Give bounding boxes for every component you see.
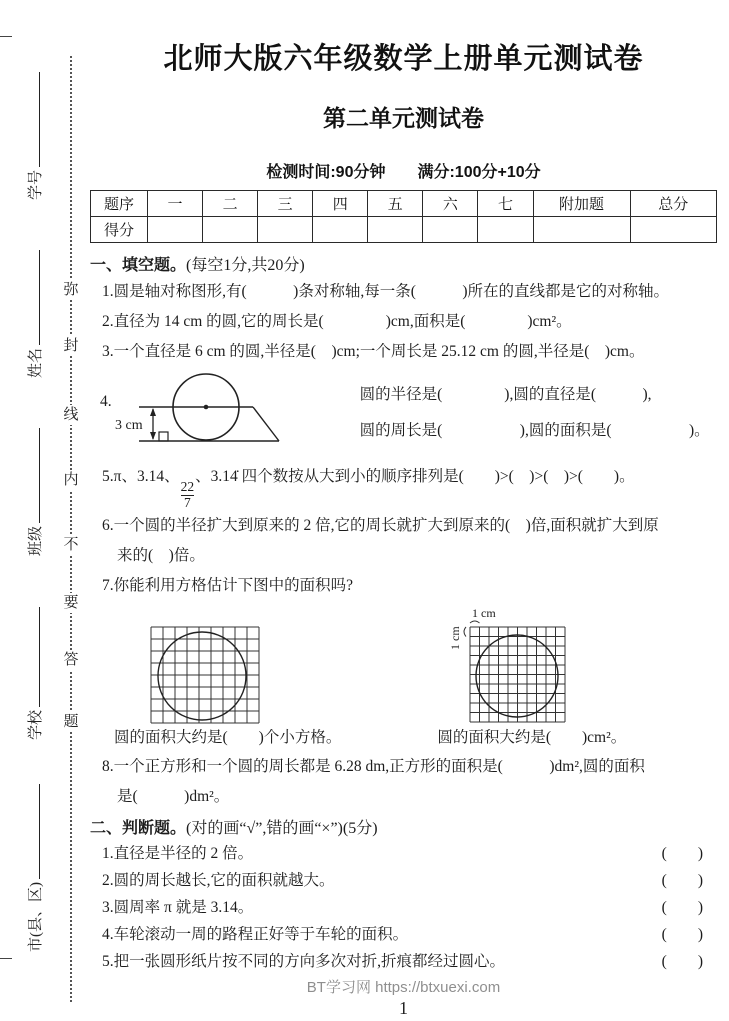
margin-field-city — [24, 784, 45, 952]
page-number: 1 — [399, 997, 408, 1018]
question4-text — [360, 377, 710, 449]
section2-heading — [90, 818, 717, 840]
unit-subtitle: 第二单元测试卷 — [323, 105, 484, 131]
score-table — [90, 190, 717, 243]
margin-field-name — [24, 250, 45, 378]
class-blank — [34, 428, 40, 523]
section2-heading-note: (对的画“√”,错的画“×”)(5分) — [186, 819, 378, 837]
judge-text: 5.把一张圆形纸片按不同的方向多次对折,折痕都经过圆心。 — [102, 952, 506, 970]
score-col-header: 五 — [368, 191, 423, 217]
score-cell — [203, 217, 258, 243]
score-table-header-row — [91, 191, 717, 217]
score-table-score-row — [91, 217, 717, 243]
fill-question-7: 7.你能利用方格估计下图中的面积吗? — [102, 576, 354, 594]
seal-char: 答 — [60, 650, 82, 670]
city-label: 市(县、区) — [28, 882, 44, 952]
score-col-header: 四 — [313, 191, 368, 217]
circle-triangle-figure — [112, 369, 282, 457]
judge-blank: ( ) — [661, 952, 703, 970]
fill-question-8-line1: 8.一个正方形和一个圆的周长都是 6.28 dm,正方形的面积是( )dm²,圆的面积 — [102, 757, 645, 775]
judge-item-1 — [90, 840, 717, 867]
corner-tick-bottom — [0, 958, 12, 959]
seal-dotted-line — [70, 56, 72, 1002]
question4-line2: 圆的周长是( ),圆的面积是( )。 — [359, 422, 710, 439]
judge-item-2 — [90, 867, 717, 894]
score-cell — [533, 217, 630, 243]
paper-title: 北师大版六年级数学上册单元测试卷 — [163, 43, 644, 75]
caption-left: 圆的面积大约是( )个小方格。 — [114, 728, 342, 746]
grid-figures — [150, 605, 717, 724]
score-col-header: 三 — [258, 191, 313, 217]
radius-label: 3 cm — [114, 418, 143, 433]
judge-item-5 — [90, 948, 717, 975]
margin-field-class — [24, 428, 45, 556]
question5-prefix: 5.π、3.14、 — [102, 468, 180, 485]
fill-question-2: 2.直径为 14 cm 的圆,它的周长是( )cm,面积是( )cm²。 — [102, 313, 572, 330]
section1-heading-note: (每空1分,共20分) — [186, 257, 305, 274]
class-label: 班级 — [28, 525, 44, 556]
score-col-header: 一 — [147, 191, 202, 217]
judge-blank: ( ) — [661, 898, 703, 916]
fraction-numerator: 22 — [180, 479, 195, 494]
judge-text: 4.车轮滚动一周的路程正好等于车轮的面积。 — [102, 925, 409, 943]
seal-char: 封 — [60, 336, 82, 356]
section2-heading-title: 二、判断题。 — [90, 819, 187, 837]
name-blank — [34, 250, 40, 345]
seal-char: 题 — [60, 712, 82, 732]
grid-circle-figure-left — [150, 626, 260, 724]
judge-item-4 — [90, 921, 717, 948]
judge-item-3 — [90, 894, 717, 921]
score-cell — [478, 217, 533, 243]
fill-question-6-line1: 6.一个圆的半径扩大到原来的 2 倍,它的周长就扩大到原来的( )倍,面积就扩大到原 — [102, 516, 659, 534]
score-cell — [368, 217, 423, 243]
score-col-header: 二 — [203, 191, 258, 217]
score-col-header: 总分 — [630, 191, 716, 217]
caption-right: 圆的面积大约是( )cm²。 — [437, 728, 627, 746]
student-id-label: 学号 — [28, 169, 44, 200]
judge-blank: ( ) — [661, 844, 703, 862]
score-cell — [258, 217, 313, 243]
margin-field-student-id — [24, 72, 45, 200]
judge-text: 1.直径是半径的 2 倍。 — [102, 844, 254, 862]
judge-text: 3.圆周率 π 就是 3.14。 — [102, 898, 254, 916]
score-col-header: 题序 — [91, 191, 148, 217]
score-cell — [313, 217, 368, 243]
score-col-header: 六 — [423, 191, 478, 217]
judge-blank: ( ) — [661, 925, 703, 943]
judge-text: 2.圆的周长越长,它的面积就越大。 — [102, 871, 335, 889]
fill-question-5 — [90, 457, 717, 511]
question4-line1: 圆的半径是( ),圆的直径是( ), — [359, 386, 652, 403]
grid-circle-figure-right — [448, 605, 566, 724]
score-cell — [423, 217, 478, 243]
unit-label-side: 1 cm — [448, 626, 462, 650]
watermark: BT学习网 https://btxuexi.com — [306, 978, 501, 996]
seal-char: 不 — [60, 535, 82, 555]
unit-label-top: 1 cm — [472, 605, 496, 620]
score-col-header: 附加题 — [533, 191, 630, 217]
fill-question-4 — [90, 369, 717, 457]
section1-heading-title: 一、填空题。 — [90, 257, 187, 274]
score-col-header: 七 — [478, 191, 533, 217]
fill-question-6-line2: 来的( )倍。 — [117, 546, 205, 564]
school-label: 学校 — [28, 709, 44, 740]
section1-heading — [90, 255, 717, 277]
seal-char: 弥 — [60, 280, 82, 300]
name-label: 姓名 — [28, 347, 44, 378]
score-cell — [147, 217, 202, 243]
main-content — [90, 42, 717, 1019]
fill-question-8-line2: 是( )dm²。 — [117, 787, 230, 805]
grid-captions — [90, 724, 717, 752]
corner-tick-top — [0, 36, 12, 37]
student-id-blank — [34, 72, 40, 167]
exam-info: 检测时间:90分钟 满分:100分+10分 — [266, 164, 541, 181]
fill-question-1: 1.圆是轴对称图形,有( )条对称轴,每一条( )所在的直线都是它的对称轴。 — [102, 283, 670, 300]
seal-char: 要 — [60, 593, 82, 613]
score-cell — [630, 217, 716, 243]
score-row-label: 得分 — [91, 217, 148, 243]
question5-suffix: 、3.14̇ 四个数按从大到小的顺序排列是( )>( )>( )>( )。 — [195, 468, 635, 485]
fill-question-3: 3.一个直径是 6 cm 的圆,半径是( )cm;一个周长是 25.12 cm 的圆,半径是( )cm。 — [102, 343, 645, 360]
city-blank — [34, 784, 40, 879]
fraction-22-7 — [181, 480, 195, 511]
seal-char: 线 — [60, 405, 82, 425]
question4-number: 4. — [100, 393, 112, 410]
judge-blank: ( ) — [661, 871, 703, 889]
school-blank — [34, 607, 40, 707]
margin-field-school — [24, 607, 45, 740]
fraction-denominator: 7 — [181, 495, 195, 511]
seal-char: 内 — [60, 470, 82, 490]
